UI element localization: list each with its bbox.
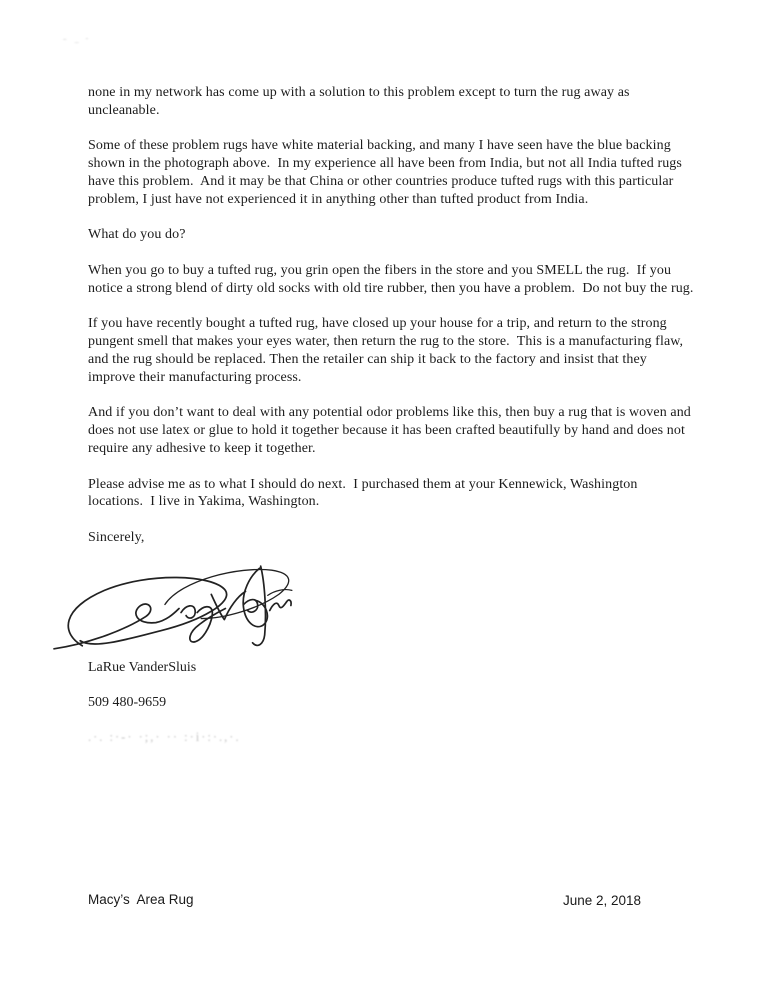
letter-paragraph: If you have recently bought a tufted rug, have closed up your house for a trip, and return to the strong pungent smell that makes your eyes water, then return the rug to the store. This is a manufacturing flaw, and the rug should be replaced. Then the retailer can ship it back to the factory and insist that they improve their manufacturing process.: [88, 316, 687, 385]
letter-paragraph: Please advise me as to what I should do next. I purchased them at your Kennewick, Washington locations. I live in Yakima, Washington.: [88, 476, 642, 510]
letter-paragraph: What do you do?: [88, 227, 186, 243]
letter-paragraph: And if you don’t want to deal with any potential odor problems like this, then buy a rug that is woven and does not use latex or glue to hold it together because it has been crafted beautifully by hand and does not require any adhesive to keep it together.: [88, 405, 695, 456]
phone-number: 509 480-9659: [88, 695, 167, 710]
letter-paragraph: none in my network has come up with a solution to this problem except to turn the rug away as uncleanable.: [88, 85, 634, 118]
letter-body: [88, 84, 694, 547]
footer-date: June 2, 2018: [563, 893, 642, 908]
signature-name: LaRue VanderSluis: [88, 660, 197, 675]
letter-paragraph: Some of these problem rugs have white material backing, and many I have seen have the blue backing shown in the photograph above. In my experience all have been from India, but not all India tufted rugs have this problem. And it may be that China or other countries produce tufted rugs with this particular problem, I just have not experienced it in anything other than tufted product from India.: [88, 138, 686, 207]
letter-paragraph: When you go to buy a tufted rug, you grin open the fibers in the store and you SMELL the rug. If you notice a strong blend of dirty old socks with old tire rubber, then you have a problem. Do not buy the rug.: [88, 262, 694, 296]
scan-smudge: [58, 33, 92, 49]
letter-closing: Sincerely,: [88, 529, 145, 545]
footer-subject-label: Macy’s Area Rug: [88, 892, 194, 907]
handwritten-signature: [52, 560, 304, 656]
faded-email-text: .·. :·-· ·;,· ·· :·i·:·.,·.: [88, 730, 241, 744]
signature-icon: [52, 560, 304, 656]
